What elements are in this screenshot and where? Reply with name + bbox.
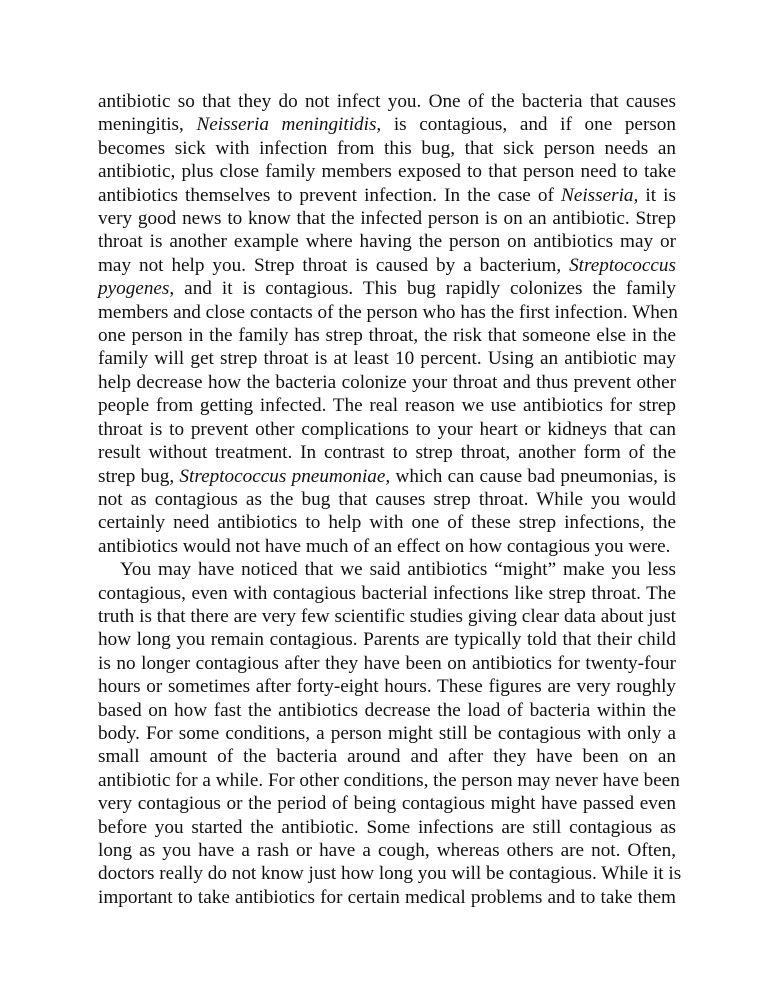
text-line [98, 277, 676, 300]
text-line [98, 324, 676, 347]
text-line [98, 769, 680, 792]
italic-term: Neisseria, [561, 184, 639, 206]
paragraph [98, 558, 682, 909]
text-run: becomes sick with infection from this bug, that sick person needs an [98, 137, 676, 159]
text-run: antibiotics themselves to prevent infection. In the case of [98, 184, 562, 206]
text-line [98, 465, 676, 488]
text-run: result without treatment. In contrast to strep throat, another form of the [98, 442, 676, 464]
text-run: hours or sometimes after forty-eight hours. These figures are very roughly [98, 676, 676, 698]
text-line [98, 488, 676, 511]
text-run: important to take antibiotics for certain medical problems and to take them [98, 886, 676, 908]
text-run: may not help you. Strep throat is caused by a bacterium, [98, 254, 570, 276]
text-run: truth is that there are very few scientific studies giving clear data about just [98, 605, 676, 627]
text-run: certainly need antibiotics to help with one of these strep infections, the [98, 512, 676, 534]
text-line [98, 347, 676, 370]
text-run: before you started the antibiotic. Some infections are still contagious as [98, 816, 676, 838]
text-run: You may have noticed that we said antibiotics “might” make you less [120, 559, 676, 581]
text-run: meningitis, [98, 114, 197, 136]
text-line [98, 301, 676, 324]
text-run: antibiotic for a while. For other conditions, the person may never have been [98, 769, 680, 791]
body-text [98, 90, 682, 909]
text-line [98, 207, 676, 230]
text-run: throat is another example where having the person on antibiotics may or [98, 231, 676, 253]
text-line [98, 394, 676, 417]
text-line [98, 535, 676, 558]
text-line [98, 184, 676, 207]
text-line [98, 371, 676, 394]
text-line [98, 254, 676, 277]
text-line [98, 862, 682, 885]
text-run: people from getting infected. The real reason we use antibiotics for strep [98, 395, 676, 417]
text-line [98, 113, 676, 136]
text-run: , and it is contagious. This bug rapidly colonizes the family [169, 278, 676, 300]
paragraph [98, 90, 676, 558]
text-run: long as you have a rash or have a cough, whereas others are not. Often, [98, 840, 676, 861]
text-line [98, 137, 676, 160]
text-run: , is contagious, and if one person [376, 114, 676, 136]
text-run: doctors really do not know just how long you will be contagious. While it is [98, 863, 682, 885]
text-line [98, 675, 676, 698]
text-line [98, 582, 676, 605]
text-run: throat is to prevent other complications to your heart or kidneys that can [98, 418, 676, 440]
text-line [98, 699, 676, 722]
text-line [98, 839, 676, 862]
text-line [98, 230, 676, 253]
italic-term: pyogenes [98, 278, 170, 300]
italic-term: Streptococcus [569, 254, 676, 276]
text-run: members and close contacts of the person who has the first infection. When [98, 301, 678, 323]
italic-term: Streptococcus pneumoniae, [179, 465, 391, 487]
text-run: is no longer contagious after they have been on antibiotics for twenty-four [98, 652, 676, 674]
text-line [98, 558, 676, 581]
text-line [98, 886, 676, 909]
text-run: antibiotic so that they do not infect you. One of the bacteria that causes [98, 91, 676, 112]
text-run: one person in the family has strep throat, the risk that someone else in the [98, 325, 676, 347]
text-line [98, 160, 676, 183]
text-line [98, 628, 676, 651]
text-line [98, 722, 676, 745]
text-run: small amount of the bacteria around and after they have been on an [98, 746, 676, 768]
text-run: contagious, even with contagious bacterial infections like strep throat. The [98, 582, 676, 604]
text-run: very contagious or the period of being contagious might have passed even [98, 793, 676, 815]
text-run: not as contagious as the bug that causes strep throat. While you would [98, 488, 676, 510]
text-run: antibiotic, plus close family members exposed to that person need to take [98, 161, 676, 183]
text-line [98, 511, 676, 534]
text-line [98, 652, 676, 675]
text-line [98, 816, 676, 839]
text-line [98, 745, 676, 768]
text-run: family will get strep throat is at least 10 percent. Using an antibiotic may [98, 348, 676, 370]
text-run: which can cause bad pneumonias, is [390, 465, 676, 487]
italic-term: Neisseria meningitidis [196, 114, 377, 136]
text-run: it is [638, 184, 676, 206]
text-run: how long you remain contagious. Parents are typically told that their child [98, 629, 676, 651]
text-run: based on how fast the antibiotics decrease the load of bacteria within the [98, 699, 676, 721]
text-run: very good news to know that the infected person is on an antibiotic. Strep [98, 208, 676, 230]
text-run: strep bug, [98, 465, 180, 487]
text-run: help decrease how the bacteria colonize your throat and thus prevent other [98, 371, 676, 393]
text-line [98, 792, 676, 815]
text-line [98, 605, 676, 628]
text-line [98, 441, 676, 464]
text-line [98, 90, 676, 113]
text-line [98, 418, 676, 441]
text-run: antibiotics would not have much of an effect on how contagious you were. [98, 535, 671, 557]
text-run: body. For some conditions, a person might still be contagious with only a [98, 722, 676, 744]
